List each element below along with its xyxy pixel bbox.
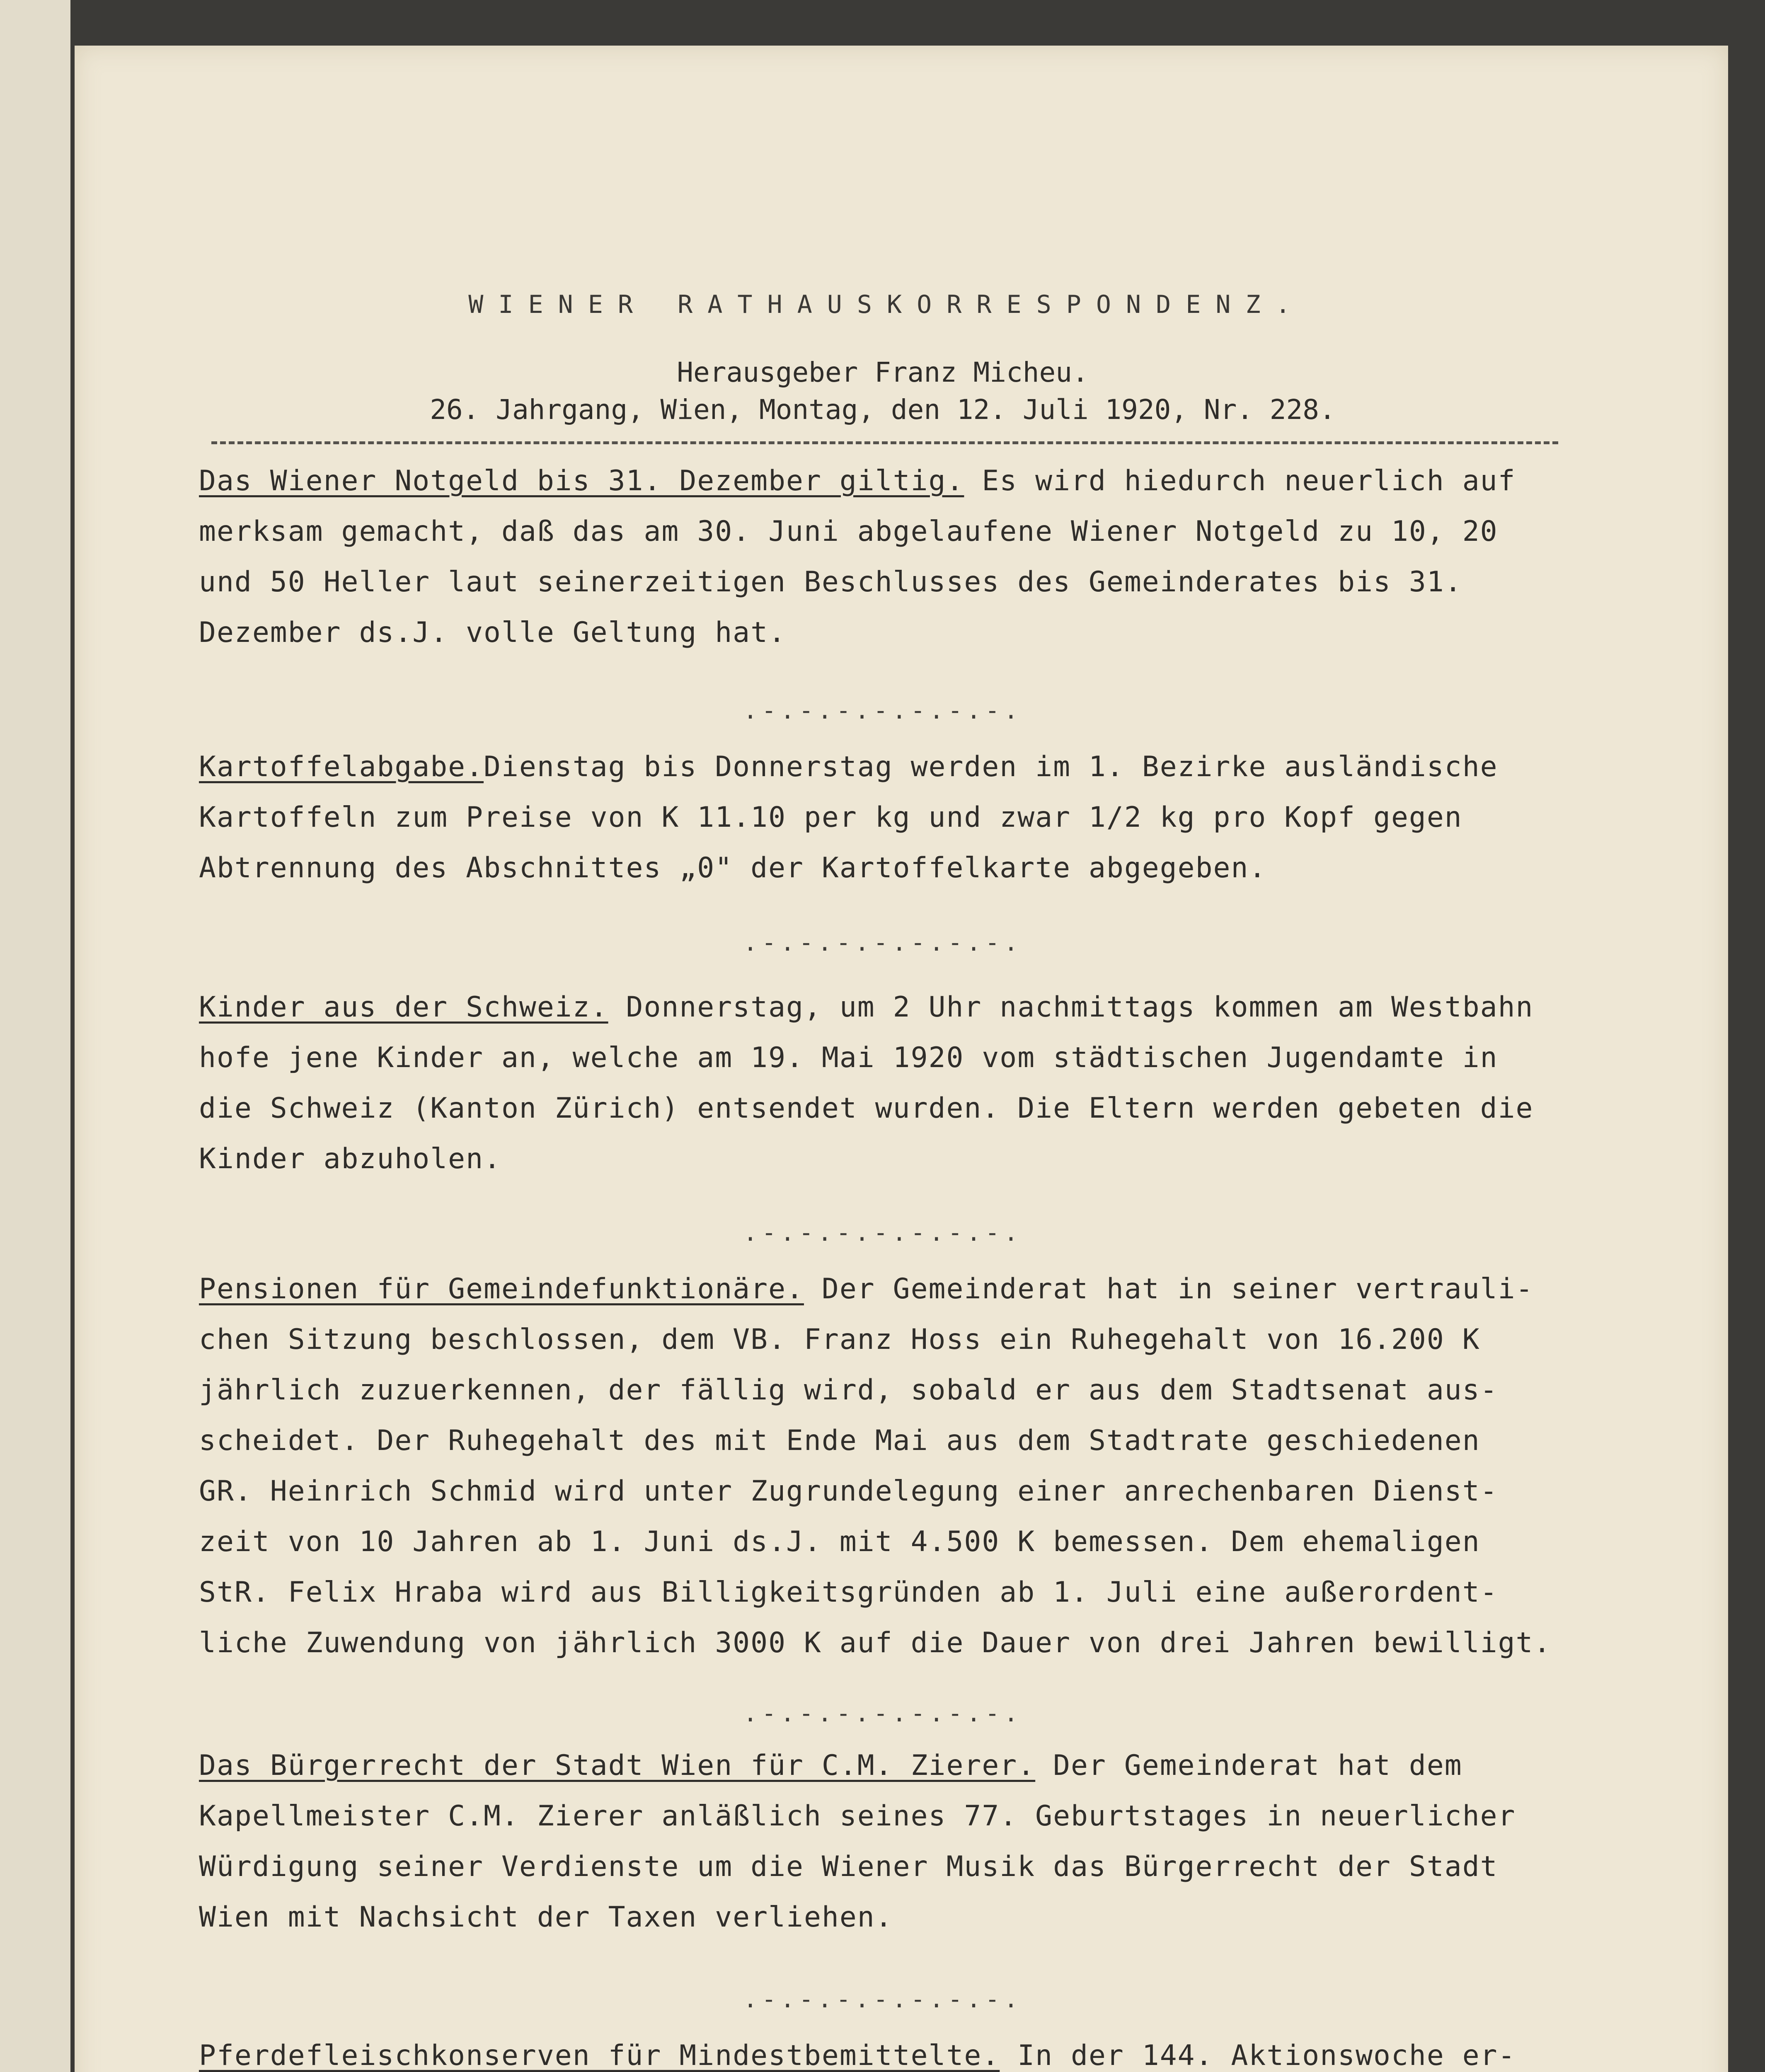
article-headline: Kinder aus der Schweiz. (199, 991, 608, 1024)
article-text: Der Gemeinderat hat dem (1035, 1749, 1462, 1782)
newsletter-title: WIENER RATHAUSKORRESPONDENZ. (468, 290, 1305, 319)
article-buergerrecht (199, 1740, 1566, 1943)
article-text: In der 144. Aktionswoche er- (1000, 2039, 1516, 2072)
article-text: Würdigung seiner Verdienste um die Wiener Musik das Bürgerrecht der Stadt (199, 1850, 1498, 1883)
issue-line: 26. Jahrgang, Wien, Montag, den 12. Juli 1920, Nr. 228. (430, 394, 1336, 426)
section-separator: .-.-.-.-.-.-.-. (743, 928, 1022, 956)
article-text: jährlich zuzuerkennen, der fällig wird, sobald er aus dem Stadtsenat aus- (199, 1374, 1498, 1406)
article-text: Kartoffeln zum Preise von K 11.10 per kg und zwar 1/2 kg pro Kopf gegen (199, 801, 1462, 834)
article-headline: Pensionen für Gemeindefunktionäre. (199, 1273, 804, 1305)
section-separator: .-.-.-.-.-.-.-. (743, 1699, 1022, 1727)
article-text: Abtrennung des Abschnittes „0" der Kartoffelkarte abgegeben. (199, 852, 1267, 884)
article-text: Kinder abzuholen. (199, 1143, 501, 1175)
article-text: liche Zuwendung von jährlich 3000 K auf die Dauer von drei Jahren bewilligt. (199, 1627, 1552, 1659)
article-text: Kapellmeister C.M. Zierer anläßlich seines 77. Geburtstages in neuerlicher (199, 1800, 1516, 1832)
article-headline: Das Bürgerrecht der Stadt Wien für C.M. Zierer. (199, 1749, 1036, 1782)
article-headline: Pferdefleischkonserven für Mindestbemittelte. (199, 2039, 1000, 2072)
article-pferdefleisch (199, 2031, 1566, 2072)
article-text: die Schweiz (Kanton Zürich) entsendet wurden. Die Eltern werden gebeten die (199, 1092, 1534, 1125)
article-kinder-schweiz (199, 982, 1566, 1184)
article-text: Der Gemeinderat hat in seiner vertrauli- (804, 1273, 1534, 1305)
article-text: Es wird hiedurch neuerlich auf (964, 465, 1516, 497)
article-pensionen (199, 1264, 1566, 1668)
section-separator: .-.-.-.-.-.-.-. (743, 696, 1022, 724)
article-headline: Kartoffelabgabe. (199, 750, 484, 783)
article-text: zeit von 10 Jahren ab 1. Juni ds.J. mit 4.500 K bemessen. Dem ehemaligen (199, 1525, 1480, 1558)
article-text: Dezember ds.J. volle Geltung hat. (199, 616, 787, 649)
article-kartoffel (199, 742, 1566, 893)
article-text: StR. Felix Hraba wird aus Billigkeitsgründen ab 1. Juli eine außerordent- (199, 1576, 1498, 1609)
article-text: Donnerstag, um 2 Uhr nachmittags kommen am Westbahn (608, 991, 1534, 1024)
article-text: hofe jene Kinder an, welche am 19. Mai 1920 vom städtischen Jugendamte in (199, 1041, 1498, 1074)
article-text: GR. Heinrich Schmid wird unter Zugrundelegung einer anrechenbaren Dienst- (199, 1475, 1498, 1508)
article-text: merksam gemacht, daß das am 30. Juni abgelaufene Wiener Notgeld zu 10, 20 (199, 515, 1498, 548)
article-text: Wien mit Nachsicht der Taxen verliehen. (199, 1901, 893, 1934)
article-text: Dienstag bis Donnerstag werden im 1. Bezirke ausländische (484, 750, 1498, 783)
document-page (75, 46, 1728, 2072)
editor-line: Herausgeber Franz Micheu. (677, 356, 1089, 388)
section-separator: .-.-.-.-.-.-.-. (743, 1985, 1022, 2013)
header-divider (211, 441, 1558, 444)
article-notgeld (199, 456, 1566, 658)
section-separator: .-.-.-.-.-.-.-. (743, 1218, 1022, 1247)
article-text: chen Sitzung beschlossen, dem VB. Franz Hoss ein Ruhegehalt von 16.200 K (199, 1323, 1480, 1356)
article-headline: Das Wiener Notgeld bis 31. Dezember giltig. (199, 465, 964, 497)
article-text: und 50 Heller laut seinerzeitigen Beschlusses des Gemeinderates bis 31. (199, 566, 1462, 598)
article-text: scheidet. Der Ruhegehalt des mit Ende Mai aus dem Stadtrate geschiedenen (199, 1424, 1480, 1457)
underlying-page-edge (0, 0, 70, 2072)
